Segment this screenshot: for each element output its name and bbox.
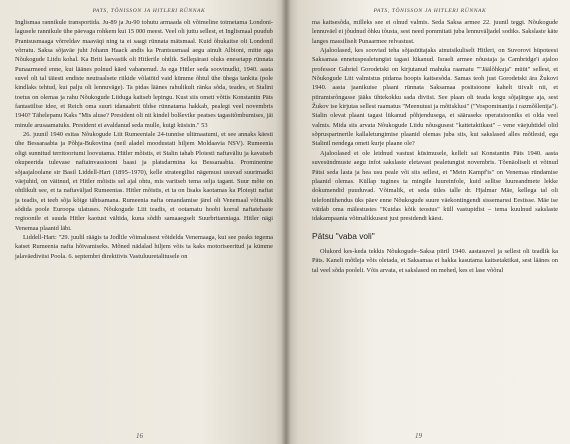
book-gutter [281,0,291,444]
left-body-text [15,18,273,261]
running-head: PATS, TÕNISSON JA HITLERI RÜNNAK [373,8,487,14]
section-heading: Pätsu "vaba voli" [312,230,375,241]
page-number: 16 [136,432,143,440]
paragraph: Ajaloolased, kes sooviad teha sõjasüütajaks ainuisikuliselt Hitleri, on Suvorovi hüpoteesi Saksamaa ennetuspealetungist tagasi lükanud. Israeli armee nõustaja ja Cambridge'i ajaloo professor Gabriel Gorodetski on kirjutanud mahuka raamatu ""Jäälõhkuja" müüt" sellest, et Nõukogude Liit valmistus pidama hoopis kaitsesõda. Samas teoh just Gorodetski ära Žukovi 1940. aasta jaanikuise plaani rünnata Saksamaa positsioone kahelt tiivalt nii, et piiramisrõngasse jääks ühtekokku sada diviisi. See plaan oli teada kogu sõjajärgse aja, sest Žukov ise kirjutas sellest raamatus "Meenutusi ja mõtisklusi" ("Vospominanija i razmõšlenija"). Stalin olevat plaani tagasi lükanud põhjendusega, et sääraseks operatsiooniks ei olda veel valmis. Mida siis arvata Nõukogude Liidu nõusgusest "kattetaktikast" – vene väejuhtidel olid sõpruspartnerile kallaletungimise plaanid olemas juba siis, kui sakslased alles mõtlesid, ega Stalinil nendega ometi kurje plaane ole? [312,47,558,148]
paragraph: Inglismaa rannikule transportida. Ju-89 ja Ju-90 tohutu armaada oli võimeline toimetama Londoni-lagusele rannikule ühe päevaga rohkem kui 15 000 meest. Veel oli juttu sellest, et Inglismaal puudub Prantsusmaaga võrreldav maaväqi ning ta ei saagi rünnata mätsmaal. Kuid õhukaitse oli Londonil võrratu. Saksa sõjaväe juht Johann Haack andis ka Prantsusmaal aegu ainult Albioni, mitte aga Nõukogude Liidu kohal. Ka Briti laevastik oli Hitlerile ohtlik. Sellepärast oluks enesetapp rünnata Punaarmeed enne, kui läänes polnud käed vabanenud. Ja ega Hitler seda soovinudki, 1940. aasta suvel oli tal täiesti endiste neutraalsete riikide võlatöid vaid kümme õhtul ühe ühega tankita (pole kindlaks tehtud, kui palju oli lennuväge). Ta pidas läänes rahulikult ränka sõda, teades, et Stalini toetus on olemas ja rahu Nõukogude Liiduga kaitseb lepingu. Kust siis ometi võttis Konstantin Päts fantastilise idee, et Reich oma suuri idanaabrit üldse rünnatama hakkab, pealegi veel novembris 1940? Tähelepanu Kaks "Mis aluse? President oli nii kindel bolševike peatses tagasitõmbumises, jäi minule arusaamatuks. President ei avaldanud seda mulle, kuigi küsisin." 53 [15,19,273,129]
right-body-text [312,18,558,275]
running-head: PATS, TÕNISSON JA HITLERI RÜNNAK [92,8,206,14]
paragraph: Olukord kes-keda tekkis Nõukogude–Saksa piiril 1940. aastasuvel ja sellest oli teadlik ka Päts. Kaneli mõtleja võis oletada, et Saksamaa ei hakka kasutama kaitsetaktikat, sest läänes on tal veel sõda pooleli. Võis arvata, et sakslased on mehed, kes ei lase võõral [312,247,558,274]
page-number: 19 [415,432,422,440]
paragraph: ma kaitsesõda, milleks see ei olnud valmis. Seda Saksa armee 22. juunil teggi. Nõukogude lennuväel ei jõudnud õhku tõusta, sest need pommitati juba lennuväljadel sodiks. Sakslaste käte langes massiliselt Punaarmee relvastust. [312,19,558,45]
paragraph: 26. juunil 1940 esitas Nõukogude Liit Rumeeniale 24-tunnise ultimaatumi, et see annaks käesti ühe Bessaraabia ja Põhja-Bukoviina (neil aladel moodustati hiljem Moldaavia NSV). Rumeenia oligi sunnitud territooriumi loovutama. Hitler mõistis, et Stalin tahab Ploiesti naftaväliu ja kavatseb okupeerida tulevase naftainvassiooni baasi ja platsdarmina ka Bessaraabia. Prominentne sõjaajaloolane sir Basil Liddell-Hart (1895–1970), kelle strateegilisi nägemusi usuvad suurimadki väejuhid, on väitnud, et Hitler mõistis sel ajal ohtu, mis varitseb tema selja tagant. Suur mõte on ohtlikult see, et ta naftaväljad Rumeenias. Hitler mõistis, et ta on lisaks kaotamas ka Ploieşti naftat ja teadis, et teeb sõja kõige tähtsamana. Rumeenia nafta omandamise järel oli Venemaal võimalik sõdida poole Euroopa ulatuses. Nõukogude Liit teadis, et ootamatu hoobi korral naftatehaste regioonile ei suuda Hitler kaotust vältida, kuna sõdib samaaegselt Suurbritanniaga. Hitler nägi Venemaa plaanid läbi. [15,131,273,232]
paragraph: Ajaloolased ei ole leidnud vastust küsimusele, kellelt sai Konstantin Päts 1940. aasta suvesündmuste aegu infot sakslaste eletavast pealetungist novembris. Tõenäoliselt ei võinud Pätsi seda lasta ja hea usu peale või siis sellest, et "Mein Kampf'is" on Venemaa ründamise plaanid olemas. Küllap tugines ta mingile luureinfole, kuid sellise luureandmete lekke dokumendid puuduvad. Võimalik, et seda ütles talle dr. Hjalmar Mäe, kellega tal oli telefoniühendus üks päev enne Nõukogude suure väekontingendi sissemarssi Eestisse. Mäe ise väidab oma mälestustes "Kuidas kõik teostus" küll vastupidist – tema kuulnud sakslaste idakampaania võimalikkusest just presidendi käest. [312,149,558,223]
paragraph: Liddell-Hart: "29. juulil räägis ta Jodlile võimalusest võidelda Venemaaga, kui see peaks tegema katset Rumeenia nafta hõivamiseks. Mõned nädalad hiljem võis ta kaks motoriseeritud ja kümme jalaväediviisi Poola. 6. septembri direktiivis Vastuluuretalitusele on [15,233,273,260]
right-page [287,0,570,444]
